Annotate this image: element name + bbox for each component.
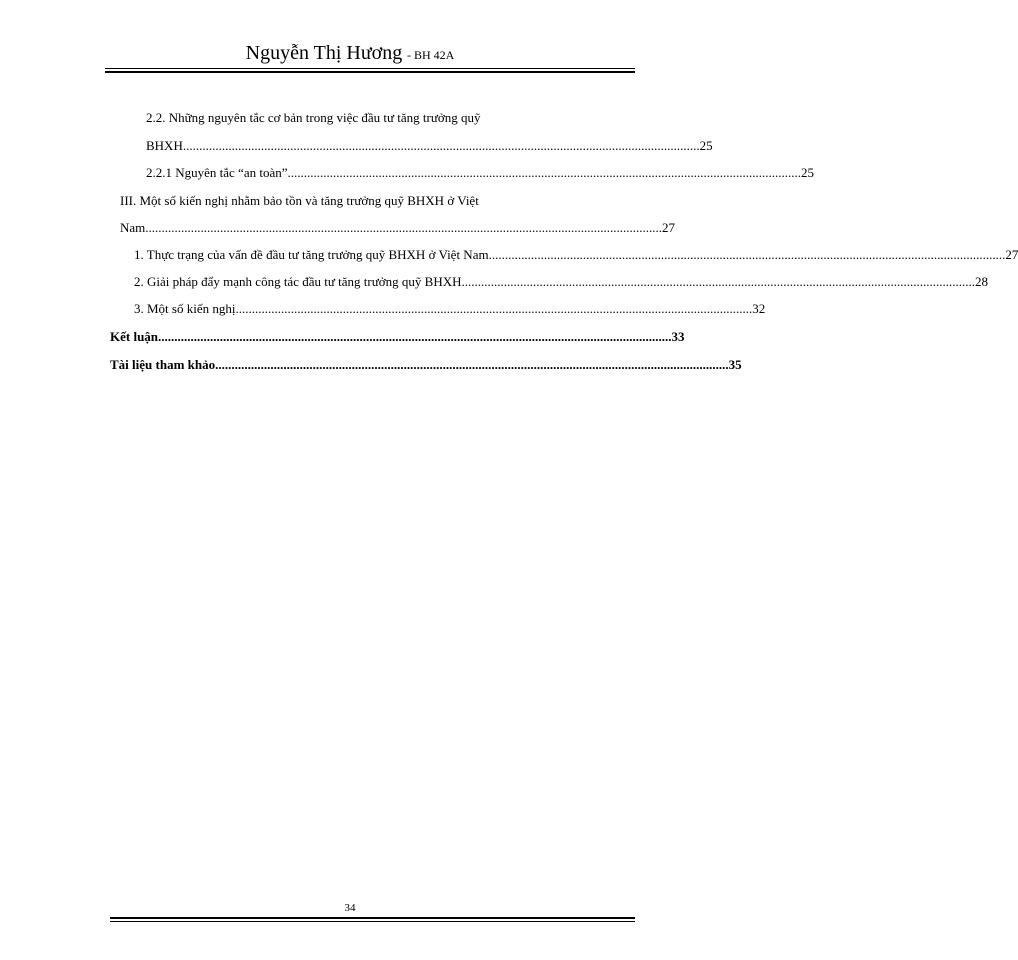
toc-entry-2-2-line2[interactable]: BHXH. .............................................................................................................................................................. 25 bbox=[146, 138, 713, 153]
leader-dots: .............................................................................................................................................................. bbox=[186, 138, 700, 153]
toc-entry-ket-luan[interactable]: Kết luận .............................................................................................................................................................. 33 bbox=[110, 329, 685, 344]
toc-entry-2[interactable]: 2. Giải pháp đẩy mạnh công tác đầu tư tăng trưởng quỹ BHXH .............................................................................................................................................................. 28 bbox=[134, 274, 988, 289]
toc-entry-III-line1: III. Một số kiến nghị nhằm bảo tồn và tăng trưởng quỹ BHXH ở Việt bbox=[120, 193, 479, 208]
leader-dots: .............................................................................................................................................................. bbox=[148, 220, 663, 235]
toc-page-number: 33 bbox=[671, 329, 685, 344]
author-name: Nguyễn Thị Hương bbox=[245, 42, 403, 64]
toc-entry-1[interactable]: 1. Thực trạng của vấn đề đầu tư tăng trưởng quỹ BHXH ở Việt Nam. .............................................................................................................................................................. 27 bbox=[134, 247, 1018, 262]
toc-entry-2-2-1[interactable]: 2.2.1 Nguyên tắc “an toàn” .............................................................................................................................................................. 25 bbox=[146, 165, 815, 180]
toc-entry-III-line2[interactable]: Nam. .............................................................................................................................................................. 27 bbox=[120, 220, 676, 235]
page-number: 34 bbox=[344, 902, 356, 914]
toc-page-number: 35 bbox=[728, 357, 742, 372]
leader-dots: .............................................................................................................................................................. bbox=[461, 274, 975, 289]
leader-dots: .............................................................................................................................................................. bbox=[238, 301, 753, 316]
toc-entry-2-2-line1: 2.2. Những nguyên tắc cơ bản trong việc đầu tư tăng trưởng quỹ bbox=[146, 110, 481, 125]
leader-dots: .............................................................................................................................................................. bbox=[158, 329, 672, 344]
class-code: - BH 42A bbox=[407, 48, 455, 62]
toc-entry-tai-lieu[interactable]: Tài liệu tham khảo .............................................................................................................................................................. 35 bbox=[110, 357, 742, 372]
leader-dots: .............................................................................................................................................................. bbox=[491, 247, 1006, 262]
toc-entry-3[interactable]: 3. Một số kiến nghị. .............................................................................................................................................................. 32 bbox=[134, 301, 766, 316]
toc-page-number: 27 bbox=[662, 220, 676, 235]
leader-dots: .............................................................................................................................................................. bbox=[215, 357, 729, 372]
footer-rule-top bbox=[110, 917, 635, 919]
footer-rule-bottom bbox=[110, 921, 635, 922]
toc-page-number: 25 bbox=[801, 165, 815, 180]
leader-dots: .............................................................................................................................................................. bbox=[287, 165, 802, 180]
toc-page-number: 25 bbox=[699, 138, 713, 153]
toc-page-number: 32 bbox=[752, 301, 766, 316]
toc-page-number: 27 bbox=[1005, 247, 1018, 262]
toc-page-number: 28 bbox=[974, 274, 988, 289]
